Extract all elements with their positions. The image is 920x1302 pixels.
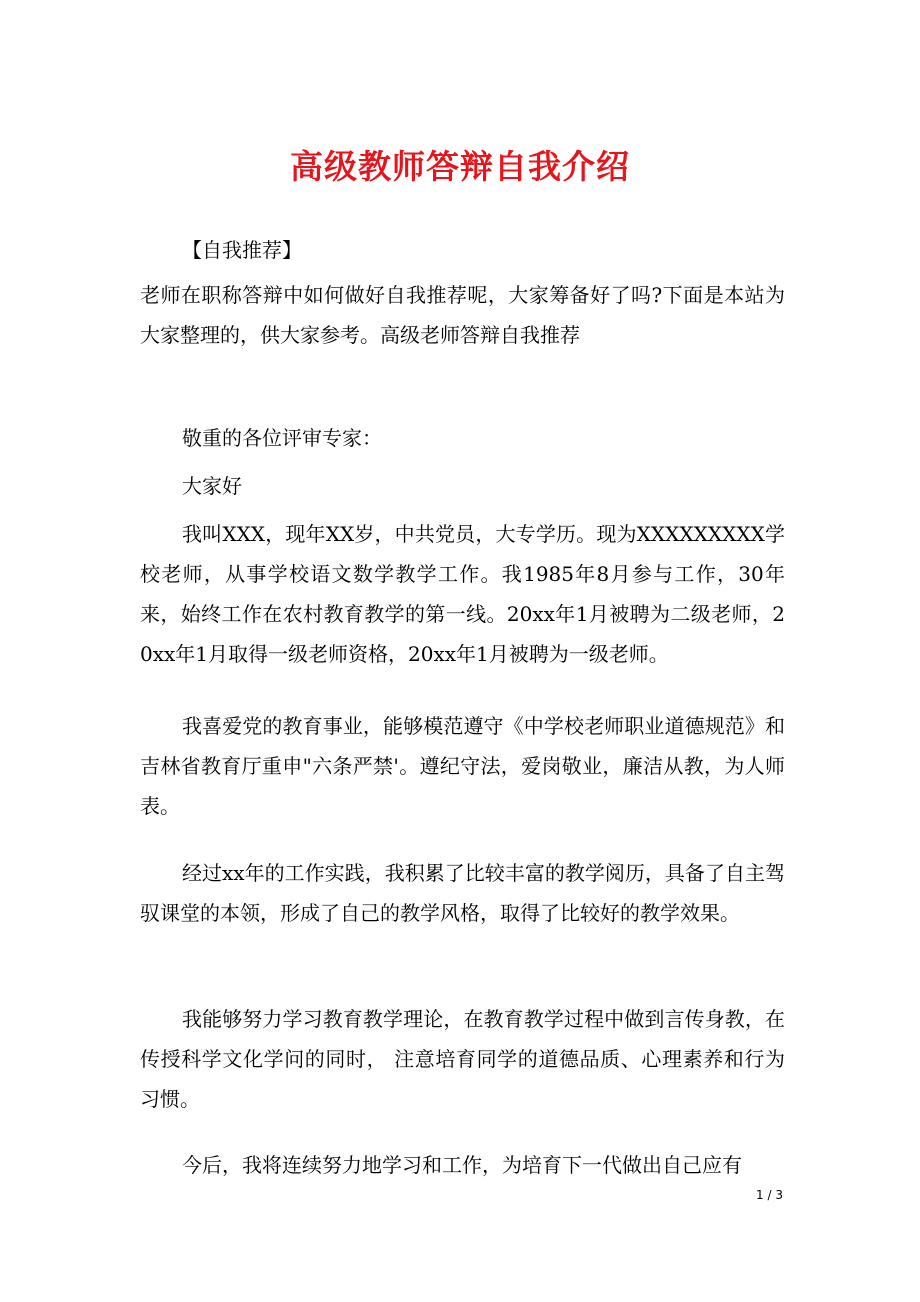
salutation: 敬重的各位评审专家：: [182, 426, 382, 450]
body-paragraph-3: 经过xx年的工作实践，我积累了比较丰富的教学阅历，具备了自主驾驭课堂的本领，形成了自己的教学风格，取得了比较好的教学效果。: [140, 861, 785, 925]
body-paragraph-1: 我叫XXX，现年XX岁，中共党员，大专学历。现为XXXXXXXXX学校老师，从事学校语文数学教学工作。我1985年8月参与工作，30年来，始终工作在农村教育教学的第一线。20xx年1月被聘为二级老师，20xx年1月取得一级老师资格，20xx年1月被聘为一级老师。: [140, 522, 785, 666]
section-label: 【自我推荐】: [182, 238, 302, 262]
body-paragraph-4: 我能够努力学习教育教学理论，在教育教学过程中做到言传身教，在传授科学文化学问的同时， 注意培育同学的道德品质、心理素养和行为习惯。: [140, 1007, 785, 1111]
intro-paragraph: 老师在职称答辩中如何做好自我推荐呢，大家筹备好了吗?下面是本站为大家整理的，供大家参考。高级老师答辩自我推荐: [140, 283, 785, 347]
body-paragraph-2: 我喜爱党的教育事业，能够模范遵守《中学校老师职业道德规范》和吉林省教育厅重申"六条严禁'。遵纪守法，爱岗敬业，廉洁从教，为人师表。: [140, 714, 785, 818]
document-title: 高级教师答辩自我介绍: [290, 147, 630, 186]
page-number: 1 / 3: [756, 1188, 783, 1202]
body-paragraph-5: 今后，我将连续努力地学习和工作，为培育下一代做出自己应有: [182, 1153, 742, 1177]
greeting: 大家好: [182, 474, 242, 498]
